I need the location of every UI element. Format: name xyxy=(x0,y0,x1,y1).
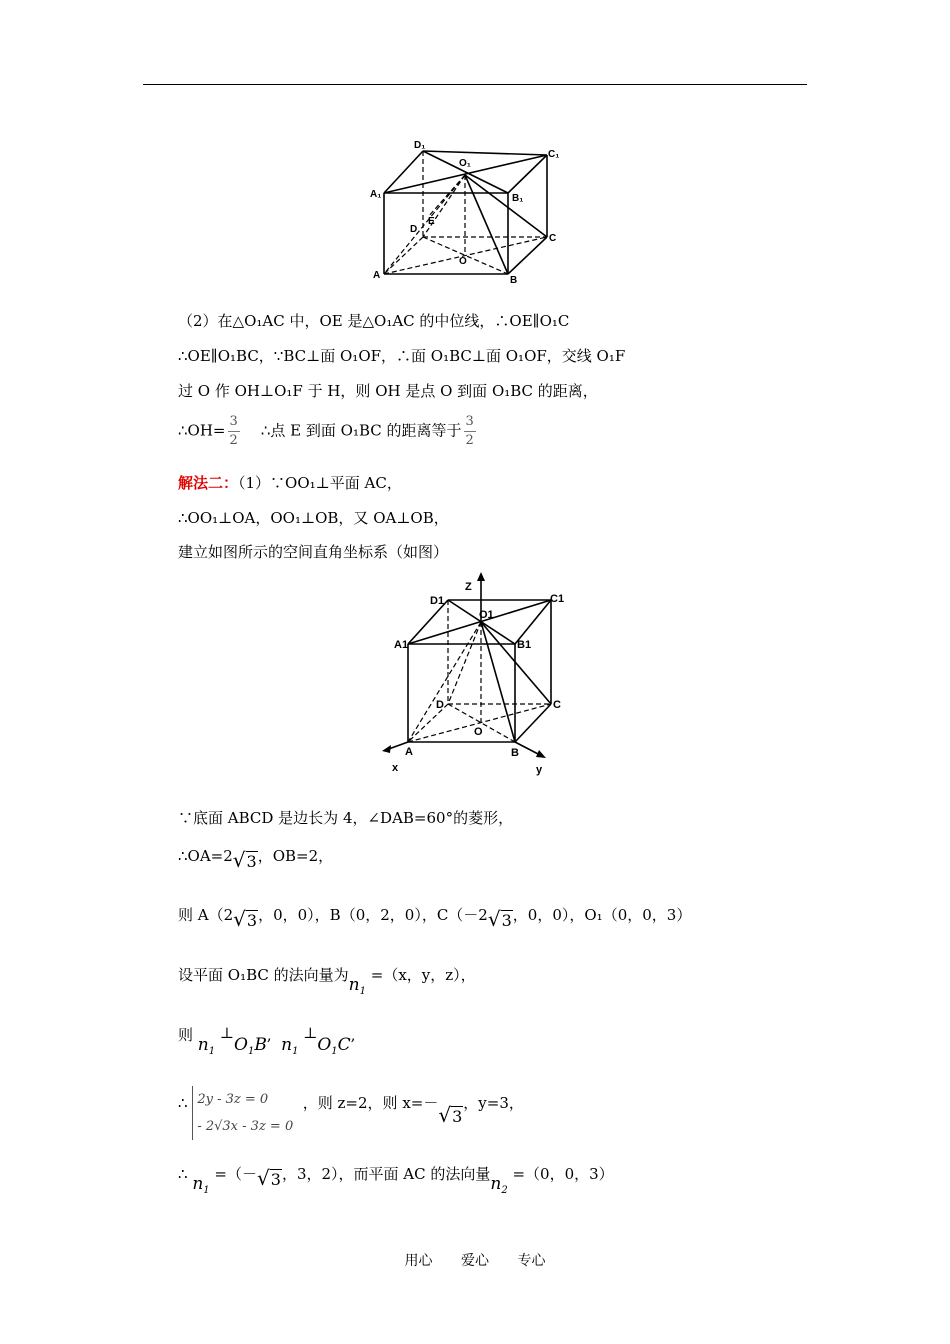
fig2-label-b1: B1 xyxy=(517,639,532,651)
sqrt-3: √3 xyxy=(438,1103,463,1127)
figure-prism-1 xyxy=(360,135,575,285)
distance-text: ∴点 E 到面 O₁BC 的距离等于 xyxy=(260,421,462,440)
vector-o1c: $O_1C$ xyxy=(317,1035,351,1057)
vector-n2: $n_2$ xyxy=(490,1174,508,1196)
text-line-6: ∴OO₁⊥OA，OO₁⊥OB，又 OA⊥OB， xyxy=(178,509,449,527)
fig2-label-o: O xyxy=(474,726,483,738)
fig2-label-a: A xyxy=(405,746,413,758)
fig1-label-e: E xyxy=(428,216,435,227)
text-line-13: ∴ 2y - 3z = 0 - 2√3x - 3z = 0 ，则 z=2，则 x=－√3，y=3， xyxy=(178,1086,524,1140)
fig2-label-a1: A1 xyxy=(394,639,409,651)
text-line-5: 解法二：（1）∵OO₁⊥平面 AC， xyxy=(178,474,402,492)
fig1-label-b: B xyxy=(510,275,518,285)
oh-label: ∴OH= xyxy=(178,421,226,440)
method-two-label: 解法二： xyxy=(178,474,239,492)
text-line-4 xyxy=(178,413,478,450)
vector-o1b: $O_1B$ xyxy=(234,1035,267,1057)
footer-text-1: 用心 xyxy=(404,1253,433,1269)
vector-n1: $n_1$ xyxy=(197,1035,216,1057)
sqrt-3: √3 xyxy=(487,907,512,931)
fig2-label-c1: C1 xyxy=(550,593,565,605)
figure-prism-2 xyxy=(378,570,578,780)
fig1-label-o1: O₁ xyxy=(459,158,471,169)
fig1-label-d: D xyxy=(410,224,418,235)
fig2-label-b: B xyxy=(511,747,519,759)
fig2-label-o1: O1 xyxy=(479,609,494,621)
sqrt-3: √3 xyxy=(257,1166,281,1190)
text-line-1: （2）在△O₁AC 中，OE 是△O₁AC 的中位线，∴OE∥O₁C xyxy=(178,312,570,330)
fig1-label-a1: A₁ xyxy=(370,189,382,200)
fig2-label-c: C xyxy=(553,699,561,711)
fig1-label-a: A xyxy=(373,270,381,281)
sqrt-3: √3 xyxy=(233,907,258,931)
text-line-9: ∴OA=2√3，OB=2， xyxy=(178,847,334,872)
text-line-11: 设平面 O₁BC 的法向量为$n_1 =(x$，y，z）， xyxy=(178,966,476,997)
fig2-label-z: Z xyxy=(465,581,472,593)
fig2-label-d1: D1 xyxy=(430,595,445,607)
fig1-label-o: O xyxy=(459,256,467,267)
fig1-label-c: C xyxy=(549,233,557,244)
text-line-7: 建立如图所示的空间直角坐标系（如图） xyxy=(178,543,449,561)
fig2-label-d: D xyxy=(436,699,444,711)
vector-n1: $n_1$ xyxy=(192,1174,210,1196)
page-footer xyxy=(0,1250,950,1270)
text-line-14: ∴ $n_1 =(-√3$，3，2），而平面 AC 的法向量$n_2 =(0$，0，3） xyxy=(178,1165,614,1196)
fraction-3-2-a: $\frac{3}{2}$ xyxy=(229,414,238,448)
fig2-label-y: y xyxy=(536,764,543,776)
text-line-10: 则 A（2√3，0，0），B（0，2，0），C（－2√3，0，0），O₁（0，0，3） xyxy=(178,906,692,931)
text-line-8: ∵底面 ABCD 是边长为 4，∠DAB=60°的菱形， xyxy=(178,809,514,827)
sqrt-3: √3 xyxy=(232,848,257,872)
fig1-label-d1: D₁ xyxy=(414,140,426,151)
equation-system: 2y - 3z = 0 - 2√3x - 3z = 0 xyxy=(192,1086,293,1140)
vector-n1: $n_1$ xyxy=(281,1035,299,1057)
text-line-12: 则 $n_1$ $\perp O_1B$, $n_1$ $\perp O_1C$, xyxy=(178,1024,356,1057)
text-line-3: 过 O 作 OH⊥O₁F 于 H，则 OH 是点 O 到面 O₁BC 的距离， xyxy=(178,382,598,400)
fig1-label-b1: B₁ xyxy=(512,193,524,204)
header-rule xyxy=(143,84,807,85)
fig2-label-x: x xyxy=(392,762,399,774)
footer-text-3: 专心 xyxy=(517,1253,546,1269)
footer-text-2: 爱心 xyxy=(461,1253,489,1269)
text-line-2: ∴OE∥O₁BC，∵BC⊥面 O₁OF，∴面 O₁BC⊥面 O₁OF，交线 O₁F xyxy=(178,347,626,365)
fig1-label-c1: C₁ xyxy=(548,149,560,160)
vector-n1: $n_1$ xyxy=(348,975,366,997)
fraction-3-2-b: $\frac{3}{2}$ xyxy=(465,414,474,448)
